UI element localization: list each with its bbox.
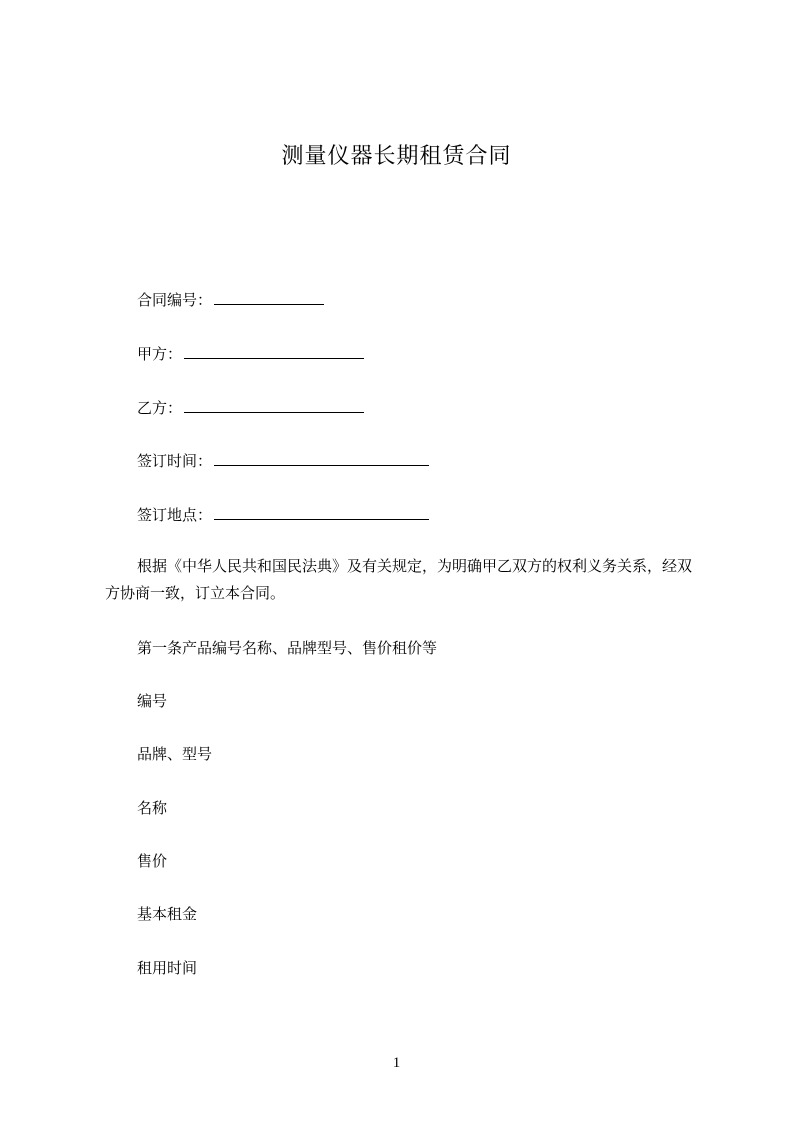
- blank-line: [214, 451, 429, 466]
- item-label: 编号: [137, 692, 168, 710]
- item-label: 基本租金: [137, 905, 198, 923]
- field-label: 签订地点：: [137, 506, 213, 524]
- field-label: 合同编号：: [137, 291, 213, 309]
- blank-line: [184, 398, 364, 413]
- field-contract-number: [137, 290, 324, 310]
- field-party-b: [137, 398, 364, 418]
- page-number: 1: [392, 1055, 401, 1071]
- item-label: 名称: [137, 799, 168, 817]
- field-signing-place: [137, 505, 429, 525]
- blank-line: [184, 344, 364, 359]
- document-title: 测量仪器长期租赁合同: [281, 144, 512, 169]
- item-label: 租用时间: [137, 959, 198, 977]
- field-label: 签订时间：: [137, 452, 213, 470]
- field-label: 乙方：: [137, 399, 183, 417]
- article-1-heading: 第一条产品编号名称、品牌型号、售价租价等: [137, 639, 438, 657]
- blank-line: [214, 290, 324, 305]
- field-label: 甲方：: [137, 345, 183, 363]
- item-label: 品牌、型号: [137, 745, 213, 763]
- item-label: 售价: [137, 852, 168, 870]
- field-party-a: [137, 344, 364, 364]
- field-signing-time: [137, 451, 429, 471]
- blank-line: [214, 505, 429, 520]
- intro-paragraph: 根据《中华人民共和国民法典》及有关规定，为明确甲乙双方的权利义务关系，经双方协商一致，订立本合同。: [105, 557, 693, 602]
